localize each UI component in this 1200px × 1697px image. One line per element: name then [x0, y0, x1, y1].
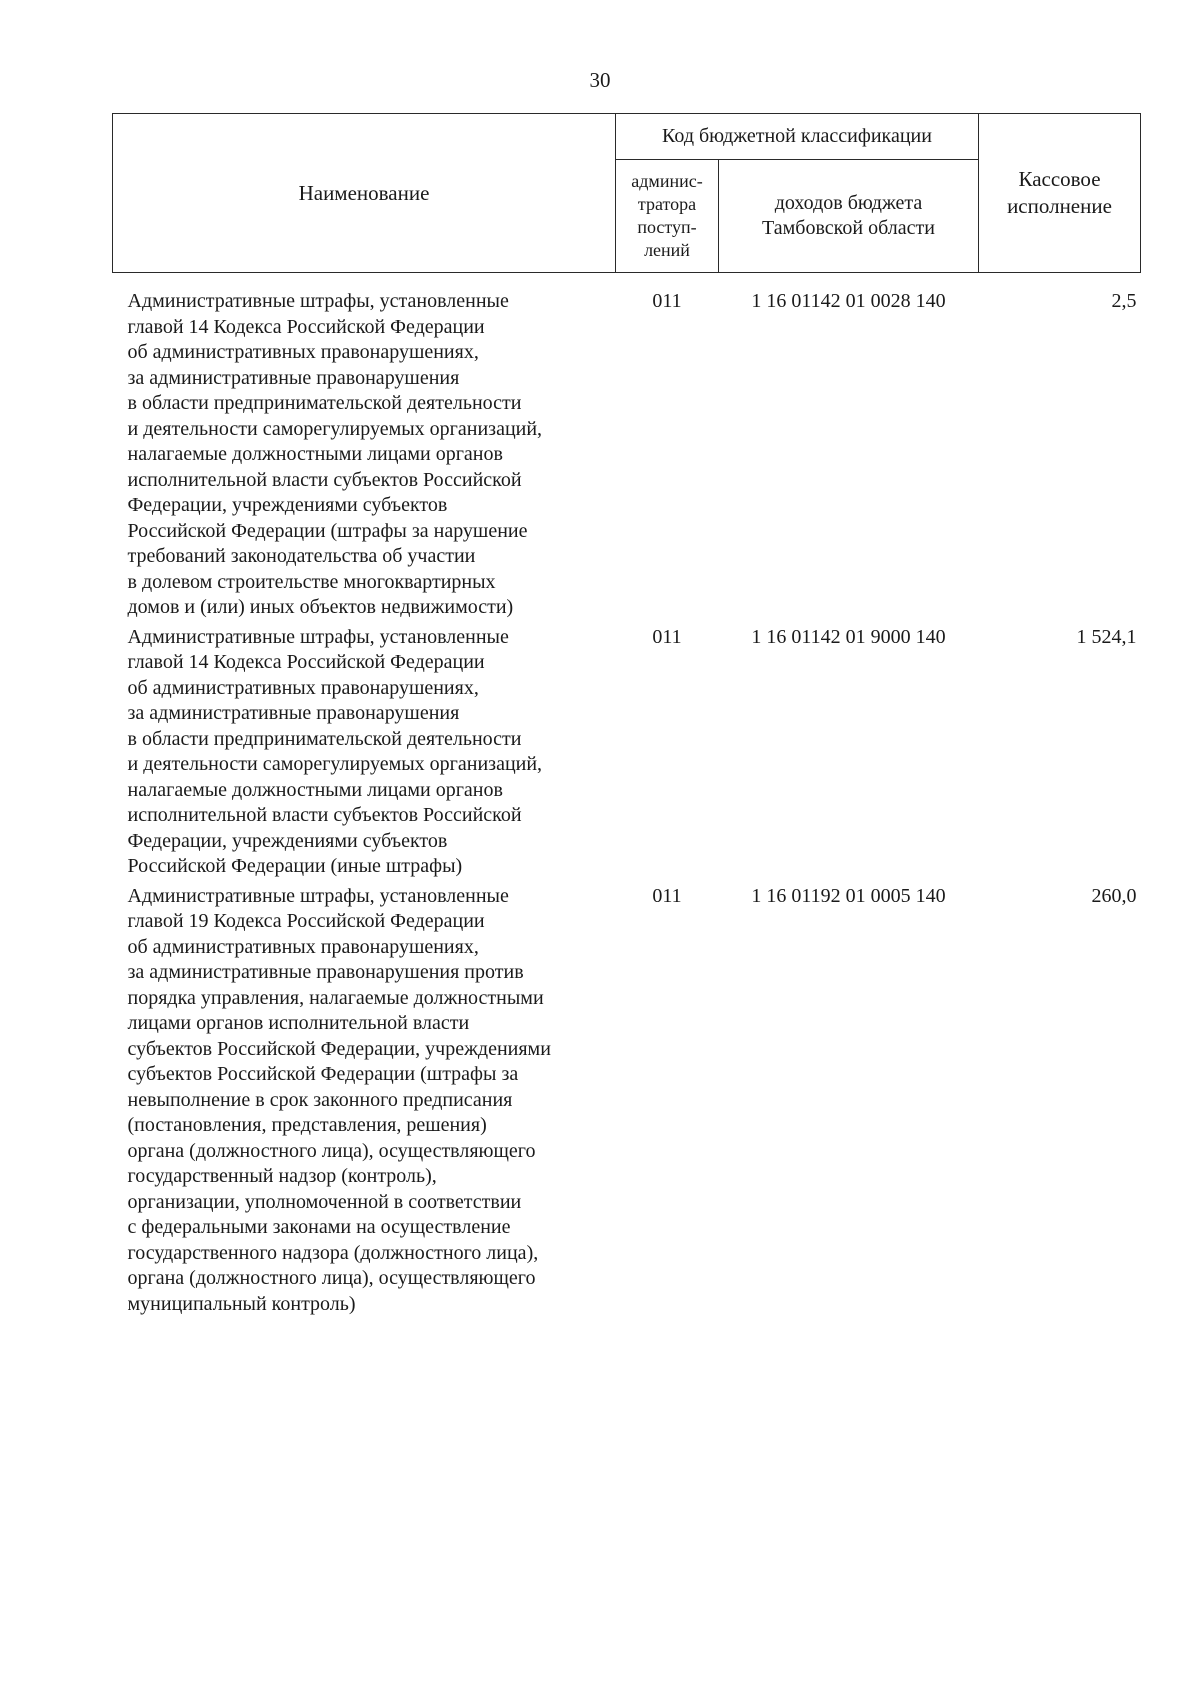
header-budget-income: доходов бюджета Тамбовской области	[719, 160, 979, 273]
header-execution: Кассовое исполнение	[979, 114, 1141, 273]
table-row	[113, 621, 1141, 880]
header-administrator: админис- тратора поступ- лений	[616, 160, 719, 273]
row-execution: 1 524,1	[1076, 625, 1137, 648]
row-execution: 2,5	[1111, 290, 1137, 312]
row-execution: 260,0	[1091, 884, 1137, 907]
row-name: Административные штрафы, установленные главой 14 Кодекса Российской Федерации об административных правонарушениях, за административные правонарушения в области предпринимательской деятельности и деятельности саморегулируемых организаций, налагаемые должностными лицами органов исполнительной власти субъектов Российской Федерации, учреждениями субъектов Российской Федерации (иные штрафы)	[127, 625, 543, 877]
header-budget-code-group: Код бюджетной классификации	[616, 114, 979, 160]
table-row	[113, 273, 1141, 621]
table-row	[113, 880, 1141, 1318]
row-income-code: 1 16 01142 01 0028 140	[751, 290, 946, 312]
row-name: Административные штрафы, установленные главой 14 Кодекса Российской Федерации об административных правонарушениях, за административные правонарушения в области предпринимательской деятельности и деятельности саморегулируемых организаций, налагаемые должностными лицами органов исполнительной власти субъектов Российской Федерации, учреждениями субъектов Российской Федерации (штрафы за нарушение требований законодательства об участии в долевом строительстве многоквартирных домов и (или) иных объектов недвижимости)	[127, 290, 543, 618]
row-admin-code: 011	[652, 290, 682, 312]
row-admin-code: 011	[652, 625, 682, 648]
header-name: Наименование	[113, 114, 616, 273]
budget-income-table	[112, 113, 1141, 1317]
row-admin-code: 011	[652, 884, 682, 907]
row-income-code: 1 16 01192 01 0005 140	[751, 884, 946, 907]
row-name: Административные штрафы, установленные главой 19 Кодекса Российской Федерации об административных правонарушениях, за административные правонарушения против порядка управления, налагаемые должностными лицами органов исполнительной власти субъектов Российской Федерации, учреждениями субъектов Российской Федерации (штрафы за невыполнение в срок законного предписания (постановления, представления, решения) органа (должностного лица), осуществляющего государственный надзор (контроль), организации, уполномоченной в соответствии с федеральными законами на осуществление государственного надзора (должностного лица), органа (должностного лица), осуществляющего муниципальный контроль)	[127, 884, 551, 1315]
page-number: 30	[589, 68, 611, 92]
row-income-code: 1 16 01142 01 9000 140	[751, 625, 946, 648]
